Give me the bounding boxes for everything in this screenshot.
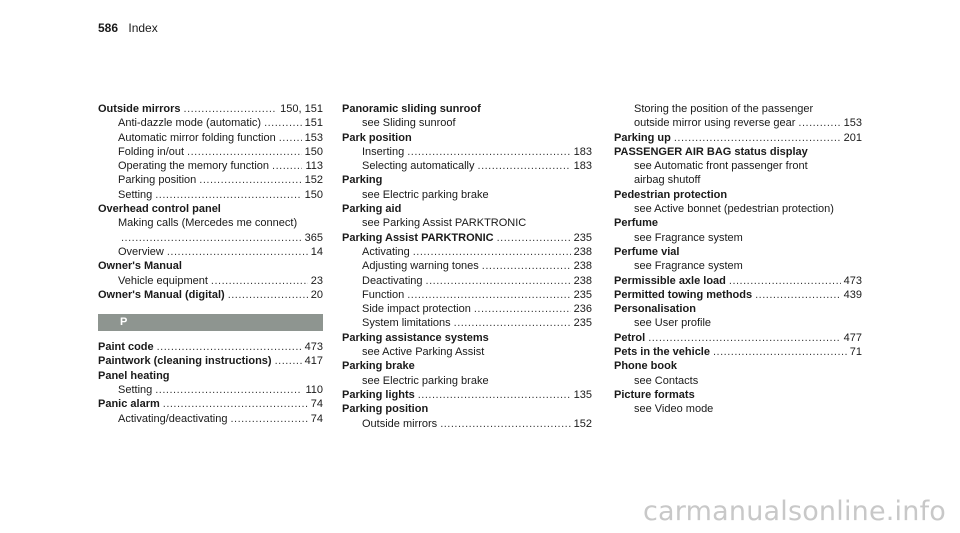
index-term-row[interactable] [98,369,323,383]
index-subentry[interactable] [614,374,862,388]
index-subentry[interactable] [98,131,323,145]
page-ref: 235 [573,231,592,244]
index-subentry[interactable] [98,116,323,130]
index-entry [614,331,862,345]
index-term-row[interactable] [342,102,592,116]
index-entry [614,359,862,388]
dot-leader [211,274,308,288]
index-subentry[interactable] [342,145,592,159]
index-term-row[interactable] [98,102,323,116]
subentry-text: Inserting [362,145,405,158]
index-subentry[interactable] [614,173,862,187]
index-entry [342,202,592,231]
index-term: Parking [342,174,383,187]
index-term: Owner's Manual [98,260,182,273]
dot-leader [418,388,571,402]
index-column-3 [614,102,862,417]
index-term-row[interactable] [614,388,862,402]
index-term: Panel heating [98,369,170,382]
subentry-text: airbag shutoff [634,174,701,187]
index-term: Petrol [614,331,646,344]
page-ref: 238 [573,260,592,273]
dot-leader [482,259,571,273]
page-ref: 439 [843,288,862,301]
page-ref: 110 [305,384,323,397]
page-ref: 365 [304,231,323,244]
dot-leader [155,188,301,202]
subentry-text: see Contacts [634,374,699,387]
dot-leader [440,417,570,431]
page-header [98,21,158,35]
index-column-2 [342,102,592,431]
dot-leader [426,274,571,288]
index-term: Paintwork (cleaning instructions) [98,355,272,368]
page-ref: 74 [310,412,323,425]
subentry-text: Selecting automatically [362,160,475,173]
index-term: Permitted towing methods [614,288,753,301]
index-subentry[interactable] [98,159,323,173]
page-ref: 153 [843,117,862,130]
index-subentry[interactable] [614,231,862,245]
page-ref: 150 [304,145,323,158]
index-term-row[interactable] [342,359,592,373]
subentry-text: Side impact protection [362,303,471,316]
index-entry [98,340,323,354]
subentry-text: System limitations [362,317,451,330]
index-entry [342,402,592,431]
index-term-row[interactable] [98,397,323,411]
subentry-text: Automatic mirror folding function [118,131,276,144]
index-term: Parking position [342,403,429,416]
index-entry [98,354,323,368]
index-subentry[interactable] [614,402,862,416]
index-term: Parking up [614,131,671,144]
page-ref: 473 [304,341,323,354]
index-term: Pets in the vehicle [614,346,710,359]
index-term-row[interactable] [98,288,323,302]
index-subentry[interactable] [98,245,323,259]
index-term-row[interactable] [98,259,323,273]
index-subentry[interactable] [342,316,592,330]
index-entry [98,397,323,426]
index-subentry[interactable] [614,116,862,130]
index-subentry[interactable] [98,173,323,187]
index-term: PASSENGER AIR BAG status display [614,145,808,158]
index-subentry[interactable] [342,374,592,388]
page-ref: 74 [310,398,323,411]
index-entry [614,245,862,274]
index-term: Panoramic sliding sunroof [342,103,481,115]
index-entry [342,102,592,131]
index-term: Parking Assist PARKTRONIC [342,231,494,244]
index-term: Picture formats [614,388,695,401]
page-number: 586 [98,21,119,35]
subentry-text: see Electric parking brake [362,188,489,201]
index-entry [614,388,862,417]
index-term-row[interactable] [342,331,592,345]
index-term-row[interactable] [614,345,862,359]
watermark: carmanualsonline.info [643,496,946,527]
index-term: Parking brake [342,360,415,373]
index-term: Perfume vial [614,245,680,258]
index-entry [98,102,323,202]
subentry-text: see Active bonnet (pedestrian protection) [634,203,834,216]
index-subentry[interactable] [342,274,592,288]
subentry-text: Function [362,288,405,301]
dot-leader [264,116,302,130]
dot-leader [474,302,571,316]
subentry-text: Setting [118,188,153,201]
dot-leader [167,245,308,259]
page-ref: 238 [573,274,592,287]
index-term-row[interactable] [98,354,323,368]
index-entry [342,131,592,174]
index-entry [342,173,592,202]
dot-leader [413,245,571,259]
subentry-text: see Fragrance system [634,231,743,244]
dot-leader [163,397,308,411]
subentry-text: Vehicle equipment [118,274,208,287]
index-term: Perfume [614,217,659,230]
subentry-text: Anti-dazzle mode (automatic) [118,117,262,130]
page-ref: 183 [573,145,592,158]
index-subentry[interactable] [342,188,592,202]
index-entry [98,369,323,398]
index-entry [342,388,592,402]
index-term: Parking assistance systems [342,331,489,344]
index-term: Outside mirrors [98,103,181,115]
page-ref: 152 [304,174,323,187]
index-entry [98,288,323,302]
subentry-text: see Video mode [634,403,714,416]
index-term-row[interactable] [342,173,592,187]
dot-leader [155,383,302,397]
page-ref: 473 [843,274,862,287]
dot-leader [478,159,571,173]
page-ref: 238 [573,245,592,258]
index-subentry[interactable] [342,245,592,259]
page-ref: 23 [310,274,323,287]
dot-leader [199,173,301,187]
dot-leader [648,331,840,345]
index-term-row[interactable] [614,274,862,288]
index-entry [342,359,592,388]
index-column-1 [98,102,323,426]
index-term: Paint code [98,341,154,354]
dot-leader [407,145,570,159]
subentry-text: Operating the memory function [118,160,270,173]
index-subentry[interactable] [98,412,323,426]
page-ref: 150, 151 [280,103,323,115]
subentry-text: see Fragrance system [634,260,743,273]
index-entry [342,331,592,360]
section-letter-bar: P [98,314,323,331]
index-subentry[interactable] [614,259,862,273]
index-term-row[interactable] [614,131,862,145]
subentry-text: see Sliding sunroof [362,117,456,130]
index-term-row[interactable] [342,388,592,402]
index-term: Permissible axle load [614,274,726,287]
subentry-text: see User profile [634,317,712,330]
index-entry [342,231,592,331]
subentry-text: Adjusting warning tones [362,260,479,273]
index-term-row[interactable] [614,245,862,259]
index-term-row[interactable] [342,202,592,216]
page-ref: 235 [573,317,592,330]
page-ref: 113 [305,160,323,173]
index-subentry[interactable] [614,202,862,216]
index-entry [614,288,862,302]
index-subentry[interactable] [98,145,323,159]
page-ref: 235 [573,288,592,301]
dot-leader [275,354,302,368]
index-subentry[interactable] [342,159,592,173]
index-term: Personalisation [614,303,696,316]
index-term-row[interactable] [614,188,862,202]
index-subentry[interactable] [98,383,323,397]
index-subentry[interactable] [614,316,862,330]
index-term-row[interactable] [614,216,862,230]
page-ref: 477 [843,331,862,344]
subentry-text: Activating [362,245,410,258]
dot-leader [272,159,302,173]
index-subentry[interactable] [614,159,862,173]
index-subentry[interactable] [342,116,592,130]
index-entry [614,131,862,145]
index-term-row[interactable] [614,359,862,373]
index-entry [614,102,862,131]
subentry-text: see Parking Assist PARKTRONIC [362,217,527,230]
index-subentry[interactable] [342,302,592,316]
index-term: Park position [342,131,412,144]
dot-leader [228,288,308,302]
index-term-row[interactable] [98,202,323,216]
index-term: Overhead control panel [98,203,221,216]
index-subentry[interactable] [342,259,592,273]
dot-leader [454,316,571,330]
subentry-text: Deactivating [362,274,423,287]
subentry-text: Outside mirrors [362,417,438,430]
subentry-text: Parking position [118,174,197,187]
index-subentry[interactable] [342,288,592,302]
dot-leader [187,145,302,159]
page-ref: 20 [310,288,323,301]
index-term-row[interactable] [98,340,323,354]
dot-leader [279,131,302,145]
page-ref: 135 [573,388,592,401]
index-entry [614,145,862,188]
dot-leader [674,131,841,145]
dot-leader [230,412,307,426]
index-entry [614,345,862,359]
dot-leader [755,288,841,302]
dot-leader [497,231,571,245]
page-ref: 14 [310,245,323,258]
dot-leader [157,340,302,354]
page-ref: 183 [573,160,592,173]
subentry-text: Folding in/out [118,145,185,158]
index-term-row[interactable] [614,302,862,316]
index-subentry[interactable] [98,274,323,288]
index-subentry[interactable] [614,102,862,116]
index-entry [614,188,862,217]
subentry-text: Setting [118,384,153,397]
index-entry [98,202,323,259]
page-ref: 236 [573,303,592,316]
subentry-text: Overview [118,245,164,258]
index-term: Pedestrian protection [614,188,728,201]
dot-leader [184,102,278,116]
index-subentry[interactable] [342,345,592,359]
index-entry [614,302,862,331]
index-term: Parking aid [342,203,402,216]
index-entry [614,216,862,245]
subentry-text: Making calls (Mercedes me connect) [118,217,298,230]
page-ref: 150 [304,188,323,201]
dot-leader [713,345,847,359]
page-ref: 71 [849,346,862,359]
subentry-text: see Automatic front passenger front [634,160,808,173]
page-ref: 153 [304,131,323,144]
index-subentry[interactable] [342,417,592,431]
index-term: Owner's Manual (digital) [98,288,225,301]
page-ref: 417 [304,355,323,368]
dot-leader [407,288,570,302]
index-subentry[interactable] [98,231,323,245]
index-entry [614,274,862,288]
section-title: Index [128,21,158,35]
page-ref: 152 [573,417,592,430]
index-term-row[interactable] [614,145,862,159]
index-term-row[interactable] [342,231,592,245]
dot-leader [121,231,302,245]
index-subentry[interactable] [342,216,592,230]
index-term-row[interactable] [342,131,592,145]
index-subentry[interactable] [98,216,323,230]
index-term-row[interactable] [614,288,862,302]
index-term-row[interactable] [614,331,862,345]
subentry-text: see Active Parking Assist [362,346,485,359]
index-term-row[interactable] [342,402,592,416]
page-ref: 201 [843,131,862,144]
index-term: Parking lights [342,388,415,401]
index-subentry[interactable] [98,188,323,202]
page-ref: 151 [304,117,323,130]
subentry-text: outside mirror using reverse gear [634,117,796,130]
index-term: Panic alarm [98,398,160,411]
index-term: Phone book [614,360,677,373]
dot-leader [729,274,841,288]
subentry-text: Activating/deactivating [118,412,228,425]
dot-leader [798,116,840,130]
index-entry [98,259,323,288]
subentry-text: Storing the position of the passenger [634,103,814,115]
subentry-text: see Electric parking brake [362,374,489,387]
